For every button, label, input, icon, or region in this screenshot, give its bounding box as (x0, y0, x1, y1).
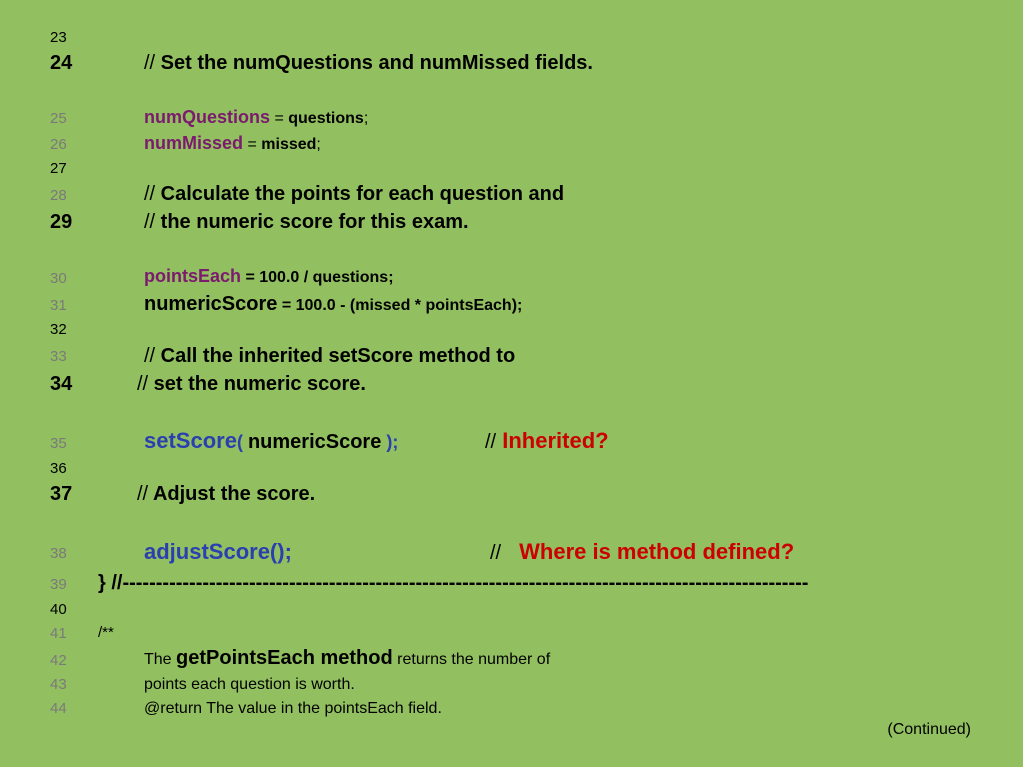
line-number-25: 25 (50, 110, 67, 127)
comment-text: Set the numQuestions and numMissed fields. (155, 52, 593, 74)
line-number-32: 32 (50, 321, 67, 338)
comment-slashes: // (144, 183, 156, 205)
line-number-26: 26 (50, 136, 67, 153)
variable-name: pointsEach (144, 266, 242, 286)
comment-slashes: // (485, 431, 497, 453)
code-line-25 (144, 107, 368, 128)
comment-slashes: // (490, 542, 502, 564)
comment-text: Calculate the points for each question and (155, 183, 565, 205)
javadoc-text: returns the number of (392, 651, 551, 668)
code-line-37 (137, 483, 315, 506)
line-number-42: 42 (50, 652, 67, 669)
continued-label: (Continued) (887, 721, 971, 738)
comment-slashes: // (144, 52, 156, 74)
expression: = 100.0 - (missed * pointsEach); (277, 297, 523, 314)
line-number-34: 34 (50, 373, 73, 395)
line-number-41: 41 (50, 625, 67, 642)
code-line-38 (144, 539, 292, 565)
code-line-43 (144, 676, 355, 694)
variable-name: numMissed (144, 133, 244, 153)
code-line-31 (144, 293, 522, 316)
line-number-28: 28 (50, 187, 67, 204)
line-number-43: 43 (50, 676, 67, 693)
code-line-33 (144, 345, 515, 368)
comment-text: Where is method defined? (519, 539, 795, 564)
comment-text: Adjust the score. (148, 483, 316, 505)
line-number-27: 27 (50, 160, 67, 177)
close-paren: ); (381, 432, 399, 452)
line-number-30: 30 (50, 270, 67, 287)
code-line-28 (144, 183, 564, 206)
operator: = (270, 110, 289, 127)
line-number-44: 44 (50, 700, 67, 717)
line-number-24: 24 (50, 52, 73, 74)
code-line-35 (144, 428, 398, 454)
code-line-26 (144, 133, 321, 154)
javadoc-open: /** (98, 624, 114, 641)
line-number-39: 39 (50, 576, 67, 593)
code-line-34 (137, 373, 366, 396)
method-call: adjustScore(); (144, 539, 292, 564)
argument: numericScore (247, 431, 382, 453)
method-name: setScore (144, 428, 237, 453)
code-line-35-comment (485, 428, 609, 454)
comment-slashes: // (137, 483, 149, 505)
code-line-41 (98, 624, 114, 641)
javadoc-text: @return The value in the pointsEach field. (144, 700, 442, 717)
closing-brace-divider: } //------------------------------------------------------------------------------------------------------- (98, 572, 809, 594)
line-number-37: 37 (50, 483, 73, 505)
line-number-23: 23 (50, 29, 67, 46)
code-line-44 (144, 700, 442, 718)
code-line-42 (144, 647, 550, 670)
value: questions (288, 110, 364, 127)
expression: = 100.0 / questions; (241, 269, 394, 286)
line-number-40: 40 (50, 601, 67, 618)
operator: = (243, 136, 262, 153)
line-number-31: 31 (50, 297, 67, 314)
semicolon: ; (316, 136, 321, 153)
line-number-38: 38 (50, 545, 67, 562)
comment-text: the numeric score for this exam. (155, 211, 469, 233)
code-line-30 (144, 266, 394, 287)
line-number-36: 36 (50, 460, 67, 477)
comment-text: set the numeric score. (148, 373, 366, 395)
comment-slashes: // (144, 345, 156, 367)
comment-text: Inherited? (496, 428, 609, 453)
code-line-24 (144, 52, 593, 75)
code-line-38-comment (490, 539, 794, 565)
value: missed (261, 136, 317, 153)
javadoc-text: points each question is worth. (144, 676, 355, 693)
comment-text: Call the inherited setScore method to (155, 345, 516, 367)
variable-name: numericScore (144, 293, 278, 315)
comment-slashes: // (137, 373, 149, 395)
javadoc-text: The (144, 651, 177, 668)
javadoc-method-name: getPointsEach method (176, 647, 393, 669)
variable-name: numQuestions (144, 107, 271, 127)
line-number-29: 29 (50, 211, 73, 233)
line-number-33: 33 (50, 348, 67, 365)
code-line-29 (144, 211, 469, 234)
line-number-35: 35 (50, 435, 67, 452)
open-paren: ( (236, 432, 248, 452)
comment-slashes: // (144, 211, 156, 233)
code-line-39 (98, 572, 808, 595)
semicolon: ; (363, 110, 369, 127)
